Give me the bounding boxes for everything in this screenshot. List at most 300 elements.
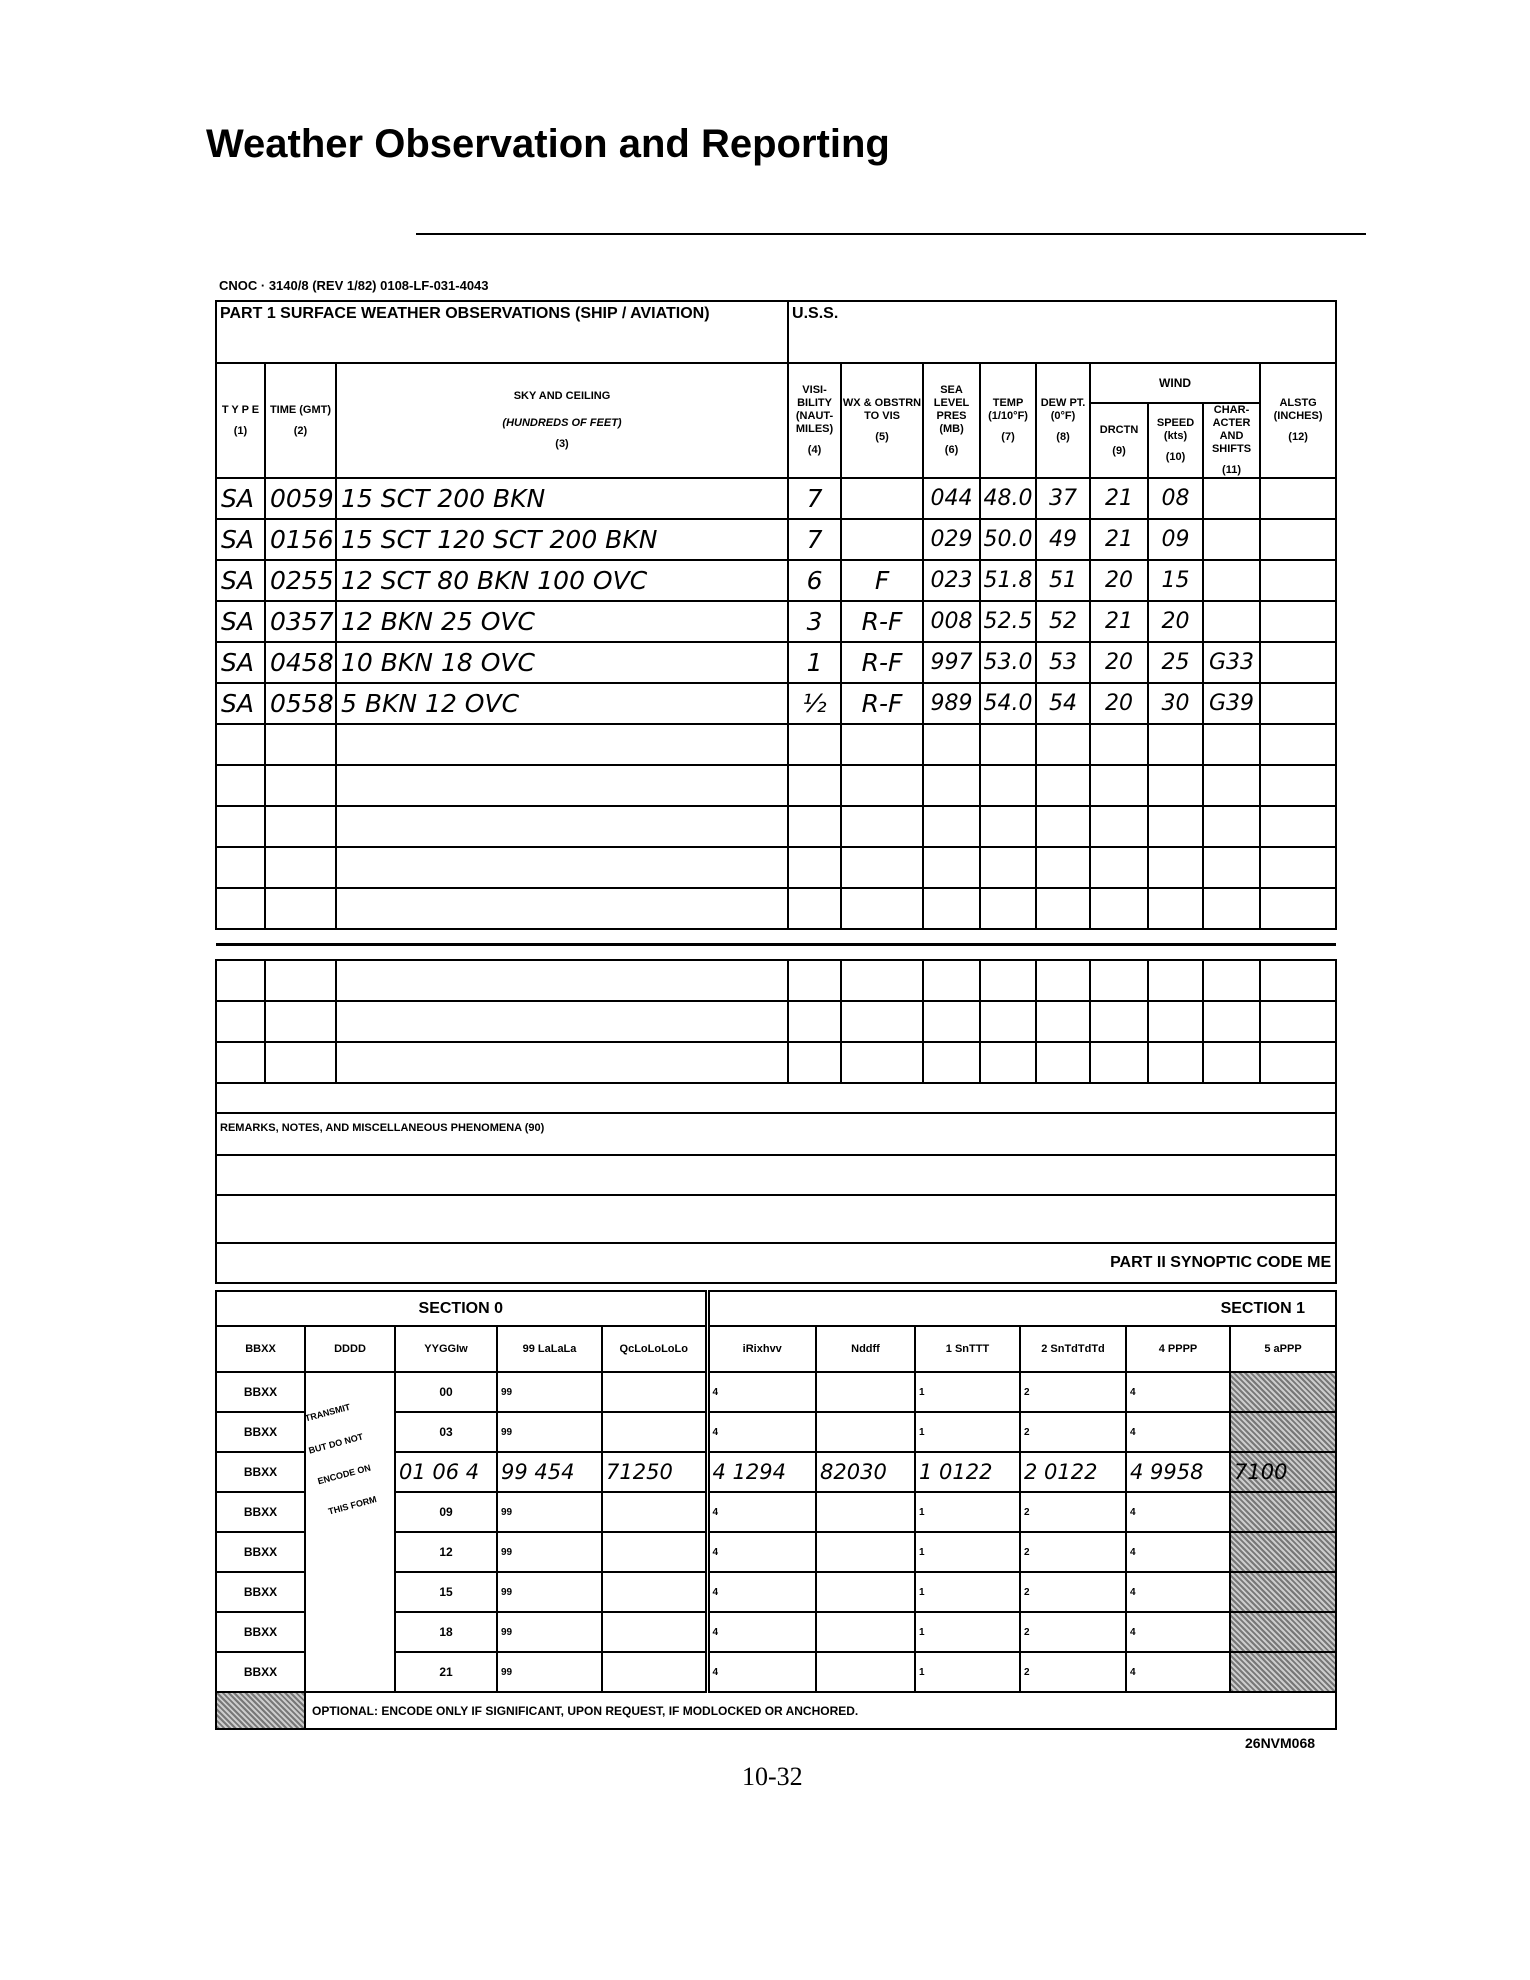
observation-cell[interactable] [1260, 683, 1336, 724]
observation-cell[interactable]: 989 [923, 683, 980, 724]
synoptic-cell[interactable]: 4 [707, 1492, 816, 1532]
synoptic-cell[interactable]: 12 [395, 1532, 497, 1572]
synoptic-cell[interactable]: 99 [497, 1612, 602, 1652]
empty-cell[interactable] [980, 1001, 1036, 1042]
empty-cell[interactable] [1260, 929, 1336, 960]
observation-cell[interactable]: 51 [1036, 560, 1090, 601]
observation-cell[interactable]: 008 [923, 601, 980, 642]
column-header-number: (9) [1112, 444, 1126, 457]
synoptic-cell[interactable] [602, 1652, 707, 1692]
observation-cell[interactable] [1260, 601, 1336, 642]
empty-cell[interactable] [1148, 960, 1203, 1001]
observation-cell[interactable]: R-F [841, 601, 923, 642]
observation-cell[interactable] [1260, 642, 1336, 683]
synoptic-cell[interactable] [816, 1572, 915, 1612]
empty-cell[interactable] [788, 888, 841, 929]
empty-cell[interactable] [841, 1001, 923, 1042]
observation-cell[interactable]: R-F [841, 683, 923, 724]
observation-cell[interactable] [841, 478, 923, 519]
observation-cell[interactable]: SA [216, 683, 265, 724]
synoptic-cell[interactable]: 4 [1126, 1612, 1230, 1652]
synoptic-cell[interactable]: 4 9958 [1126, 1452, 1230, 1492]
synoptic-cell[interactable]: 1 0122 [915, 1452, 1020, 1492]
synoptic-cell[interactable]: 4 1294 [707, 1452, 816, 1492]
column-header-number: (7) [1001, 431, 1015, 443]
empty-cell[interactable] [216, 1001, 265, 1042]
observation-cell[interactable]: 0059 [265, 478, 336, 519]
synoptic-cell[interactable]: 21 [395, 1652, 497, 1692]
empty-cell[interactable] [788, 960, 841, 1001]
synoptic-cell[interactable]: 99 [497, 1372, 602, 1412]
empty-cell[interactable] [841, 929, 923, 960]
empty-cell[interactable] [1090, 1001, 1148, 1042]
observation-row [216, 642, 1336, 683]
empty-cell[interactable] [336, 847, 788, 888]
empty-cell[interactable] [1260, 847, 1336, 888]
empty-observation-row [216, 847, 1336, 888]
synoptic-cell[interactable] [305, 1652, 395, 1692]
synoptic-cell[interactable]: 4 [707, 1572, 816, 1612]
synoptic-cell[interactable]: 4 [707, 1612, 816, 1652]
empty-cell[interactable] [841, 765, 923, 806]
synoptic-cell[interactable]: 2 [1020, 1572, 1126, 1612]
observation-cell[interactable]: 15 SCT 120 SCT 200 BKN [336, 519, 788, 560]
empty-cell[interactable] [788, 847, 841, 888]
observation-row [216, 519, 1336, 560]
observation-cell[interactable]: 08 [1148, 478, 1203, 519]
observation-cell[interactable]: 20 [1090, 683, 1148, 724]
synoptic-cell[interactable]: 4 [707, 1372, 816, 1412]
observation-cell[interactable]: 48.0 [980, 478, 1036, 519]
observation-cell[interactable]: SA [216, 519, 265, 560]
empty-cell[interactable] [1090, 765, 1148, 806]
empty-cell[interactable] [1203, 847, 1260, 888]
synoptic-cell[interactable]: 09 [395, 1492, 497, 1532]
observation-cell[interactable]: 09 [1148, 519, 1203, 560]
synoptic-cell[interactable]: 4 [707, 1652, 816, 1692]
synoptic-row [216, 1372, 1336, 1412]
empty-cell[interactable] [980, 1042, 1036, 1083]
column-header-sub: (HUNDREDS OF FEET) [502, 417, 622, 429]
observation-cell[interactable]: 52 [1036, 601, 1090, 642]
column-header-1 [216, 363, 265, 478]
synoptic-cell[interactable] [602, 1532, 707, 1572]
observation-cell[interactable] [1203, 601, 1260, 642]
observation-cell[interactable]: 12 SCT 80 BKN 100 OVC [336, 560, 788, 601]
synoptic-cell[interactable]: 99 454 [497, 1452, 602, 1492]
empty-cell[interactable] [265, 1042, 336, 1083]
empty-observation-row [216, 765, 1336, 806]
observation-cell[interactable]: SA [216, 560, 265, 601]
empty-cell[interactable] [1036, 765, 1090, 806]
column-header-label: SKY AND CEILING [513, 390, 611, 402]
empty-cell[interactable] [1036, 724, 1090, 765]
empty-cell[interactable] [923, 765, 980, 806]
empty-cell[interactable] [265, 765, 336, 806]
observation-cell[interactable]: 6 [788, 560, 841, 601]
empty-cell[interactable] [1148, 765, 1203, 806]
observation-cell[interactable]: 15 [1148, 560, 1203, 601]
column-header-label: WX & OBSTRN TO VIS [842, 397, 922, 422]
empty-cell[interactable] [841, 1042, 923, 1083]
synoptic-cell[interactable] [602, 1372, 707, 1412]
empty-cell[interactable] [788, 1001, 841, 1042]
observation-cell[interactable]: 21 [1090, 519, 1148, 560]
empty-cell[interactable] [1036, 960, 1090, 1001]
observation-cell[interactable]: 20 [1148, 601, 1203, 642]
observation-cell[interactable]: 5 BKN 12 OVC [336, 683, 788, 724]
page-title: Weather Observation and Reporting [206, 122, 890, 166]
synoptic-cell[interactable]: 99 [497, 1412, 602, 1452]
empty-cell[interactable] [336, 960, 788, 1001]
observation-cell[interactable]: 20 [1090, 642, 1148, 683]
empty-cell[interactable] [265, 724, 336, 765]
observation-cell[interactable]: 54.0 [980, 683, 1036, 724]
empty-cell[interactable] [1203, 929, 1260, 960]
empty-cell[interactable] [1203, 1042, 1260, 1083]
synoptic-cell[interactable]: 4 [1126, 1532, 1230, 1572]
observation-cell[interactable] [1203, 560, 1260, 601]
observation-cell[interactable] [1260, 478, 1336, 519]
observation-cell[interactable] [1260, 519, 1336, 560]
observation-cell[interactable]: 54 [1036, 683, 1090, 724]
observation-cell[interactable]: 53 [1036, 642, 1090, 683]
empty-cell[interactable] [1148, 1042, 1203, 1083]
observation-cell[interactable]: 49 [1036, 519, 1090, 560]
synoptic-cell[interactable] [816, 1532, 915, 1572]
empty-cell[interactable] [1090, 1042, 1148, 1083]
synoptic-cell[interactable] [816, 1612, 915, 1652]
empty-cell[interactable] [923, 806, 980, 847]
empty-cell[interactable] [980, 960, 1036, 1001]
empty-cell[interactable] [336, 806, 788, 847]
synoptic-header-0: BBXX [216, 1326, 305, 1372]
empty-cell[interactable] [923, 888, 980, 929]
observation-cell[interactable]: 3 [788, 601, 841, 642]
empty-cell[interactable] [841, 806, 923, 847]
observation-cell[interactable]: 7 [788, 519, 841, 560]
empty-cell[interactable] [788, 1042, 841, 1083]
synoptic-header-8: 2 SnTdTdTd [1020, 1326, 1126, 1372]
synoptic-cell[interactable]: 1 [915, 1412, 1020, 1452]
empty-cell[interactable] [1260, 806, 1336, 847]
empty-cell[interactable] [1260, 1001, 1336, 1042]
empty-cell[interactable] [1090, 929, 1148, 960]
synoptic-cell[interactable] [602, 1412, 707, 1452]
empty-cell[interactable] [980, 929, 1036, 960]
empty-cell[interactable] [1090, 806, 1148, 847]
synoptic-cell[interactable]: 18 [395, 1612, 497, 1652]
synoptic-cell[interactable] [602, 1572, 707, 1612]
observation-cell[interactable]: 023 [923, 560, 980, 601]
synoptic-cell[interactable]: 2 [1020, 1532, 1126, 1572]
uss-field[interactable]: U.S.S. [788, 301, 1336, 363]
empty-cell[interactable] [980, 724, 1036, 765]
empty-cell[interactable] [1203, 888, 1260, 929]
optional-note: OPTIONAL: ENCODE ONLY IF SIGNIFICANT, UPON REQUEST, IF MODLOCKED OR ANCHORED. [305, 1692, 1336, 1729]
empty-cell[interactable] [265, 929, 336, 960]
synoptic-cell[interactable]: 4 [1126, 1372, 1230, 1412]
observation-cell[interactable]: 50.0 [980, 519, 1036, 560]
column-header-label: TIME (GMT) [269, 403, 332, 416]
synoptic-cell[interactable] [1230, 1372, 1336, 1412]
part1-title: PART 1 SURFACE WEATHER OBSERVATIONS (SHIP / AVIATION) [216, 301, 788, 363]
synoptic-cell[interactable] [1230, 1612, 1336, 1652]
empty-cell[interactable] [265, 1001, 336, 1042]
observation-cell[interactable]: 51.8 [980, 560, 1036, 601]
synoptic-cell[interactable]: 2 [1020, 1372, 1126, 1412]
empty-cell[interactable] [265, 960, 336, 1001]
observation-row [216, 683, 1336, 724]
empty-cell[interactable] [923, 929, 980, 960]
empty-cell[interactable] [336, 1001, 788, 1042]
synoptic-cell[interactable]: 1 [915, 1612, 1020, 1652]
column-header-4 [788, 363, 841, 478]
do-not-encode-stamp: TRANSMIT BUT DO NOT ENCODE ON THIS FORM [303, 1401, 378, 1517]
empty-cell[interactable] [841, 724, 923, 765]
observation-cell[interactable]: 1 [788, 642, 841, 683]
empty-cell[interactable] [1260, 765, 1336, 806]
empty-cell[interactable] [1260, 888, 1336, 929]
empty-cell[interactable] [216, 888, 265, 929]
synoptic-cell[interactable]: 4 [707, 1532, 816, 1572]
synoptic-cell[interactable]: 4 [1126, 1572, 1230, 1612]
empty-cell[interactable] [841, 847, 923, 888]
empty-cell[interactable] [216, 765, 265, 806]
empty-cell[interactable] [788, 806, 841, 847]
observation-cell[interactable]: R-F [841, 642, 923, 683]
empty-cell[interactable] [841, 960, 923, 1001]
observation-cell[interactable]: 21 [1090, 601, 1148, 642]
synoptic-cell: BBXX [216, 1492, 305, 1532]
empty-cell[interactable] [336, 724, 788, 765]
synoptic-cell[interactable] [816, 1412, 915, 1452]
observation-cell[interactable]: 997 [923, 642, 980, 683]
synoptic-row [216, 1412, 1336, 1452]
empty-cell[interactable] [923, 724, 980, 765]
optional-shade-key [216, 1692, 305, 1729]
observation-cell[interactable]: 029 [923, 519, 980, 560]
empty-cell[interactable] [336, 1042, 788, 1083]
synoptic-cell[interactable] [1230, 1652, 1336, 1692]
synoptic-cell[interactable] [816, 1652, 915, 1692]
empty-cell[interactable] [265, 806, 336, 847]
observation-cell[interactable]: 25 [1148, 642, 1203, 683]
synoptic-cell[interactable]: 2 [1020, 1412, 1126, 1452]
synoptic-cell[interactable] [1230, 1412, 1336, 1452]
observation-cell[interactable]: 7 [788, 478, 841, 519]
observation-cell[interactable]: 52.5 [980, 601, 1036, 642]
empty-cell[interactable] [336, 888, 788, 929]
synoptic-cell[interactable]: 99 [497, 1492, 602, 1532]
form-id: CNOC · 3140/8 (REV 1/82) 0108-LF-031-4043 [219, 278, 489, 293]
empty-cell[interactable] [216, 929, 265, 960]
empty-cell[interactable] [923, 960, 980, 1001]
empty-cell[interactable] [1090, 724, 1148, 765]
column-header-5 [841, 363, 923, 478]
observation-cell[interactable]: ½ [788, 683, 841, 724]
observation-cell[interactable]: SA [216, 601, 265, 642]
synoptic-cell[interactable]: 4 [1126, 1412, 1230, 1452]
empty-cell[interactable] [1090, 960, 1148, 1001]
column-header-3 [336, 363, 788, 478]
observation-cell[interactable] [841, 519, 923, 560]
synoptic-cell[interactable] [602, 1612, 707, 1652]
observation-cell[interactable]: 0255 [265, 560, 336, 601]
empty-cell[interactable] [1260, 1042, 1336, 1083]
empty-cell[interactable] [980, 847, 1036, 888]
column-header-number: (3) [555, 438, 569, 450]
empty-cell[interactable] [1090, 847, 1148, 888]
synoptic-cell[interactable]: 99 [497, 1652, 602, 1692]
synoptic-cell[interactable]: 00 [395, 1372, 497, 1412]
synoptic-cell[interactable]: 2 [1020, 1612, 1126, 1652]
synoptic-cell[interactable]: 99 [497, 1572, 602, 1612]
synoptic-cell[interactable] [1230, 1532, 1336, 1572]
observation-cell[interactable]: 21 [1090, 478, 1148, 519]
column-header-12 [1260, 363, 1336, 478]
page-number: 10-32 [742, 1762, 803, 1791]
observation-cell[interactable]: 53.0 [980, 642, 1036, 683]
column-header-number: (4) [807, 444, 822, 456]
empty-cell[interactable] [788, 929, 841, 960]
observation-cell[interactable]: 0558 [265, 683, 336, 724]
empty-cell[interactable] [265, 888, 336, 929]
synoptic-cell[interactable]: 2 [1020, 1652, 1126, 1692]
empty-cell[interactable] [216, 960, 265, 1001]
empty-cell[interactable] [1036, 888, 1090, 929]
observation-cell[interactable]: F [841, 560, 923, 601]
synoptic-header-5: iRixhvv [707, 1326, 816, 1372]
empty-cell[interactable] [1036, 806, 1090, 847]
synoptic-cell[interactable]: 71250 [602, 1452, 707, 1492]
observation-cell[interactable]: 37 [1036, 478, 1090, 519]
empty-cell[interactable] [923, 847, 980, 888]
synoptic-cell[interactable]: 01 06 4 [395, 1452, 497, 1492]
observation-cell[interactable]: G39 [1203, 683, 1260, 724]
observation-cell[interactable]: 10 BKN 18 OVC [336, 642, 788, 683]
observation-cell[interactable]: 0357 [265, 601, 336, 642]
synoptic-cell[interactable] [816, 1372, 915, 1412]
synoptic-cell[interactable]: 1 [915, 1532, 1020, 1572]
column-header-label: TEMP (1/10°F) [988, 397, 1028, 422]
observation-cell[interactable]: 12 BKN 25 OVC [336, 601, 788, 642]
observation-cell[interactable]: G33 [1203, 642, 1260, 683]
synoptic-cell[interactable]: 1 [915, 1492, 1020, 1532]
empty-cell[interactable] [265, 847, 336, 888]
synoptic-cell[interactable]: 99 [497, 1532, 602, 1572]
synoptic-cell[interactable]: 15 [395, 1572, 497, 1612]
empty-cell[interactable] [1148, 929, 1203, 960]
synoptic-cell[interactable]: 82030 [816, 1452, 915, 1492]
empty-cell[interactable] [336, 929, 788, 960]
empty-observation-row [216, 929, 1336, 960]
empty-cell[interactable] [216, 1042, 265, 1083]
synoptic-cell[interactable]: 2 0122 [1020, 1452, 1126, 1492]
empty-cell[interactable] [1090, 888, 1148, 929]
empty-cell[interactable] [1148, 1001, 1203, 1042]
synoptic-cell[interactable] [816, 1492, 915, 1532]
synoptic-cell[interactable] [305, 1532, 395, 1572]
surface-observations-table [215, 300, 1337, 1284]
empty-cell[interactable] [336, 765, 788, 806]
empty-cell[interactable] [923, 1001, 980, 1042]
empty-cell[interactable] [1148, 806, 1203, 847]
synoptic-cell[interactable] [602, 1492, 707, 1532]
observation-cell[interactable]: SA [216, 478, 265, 519]
observation-cell[interactable]: 20 [1090, 560, 1148, 601]
empty-cell[interactable] [1036, 1042, 1090, 1083]
observation-cell[interactable] [1203, 519, 1260, 560]
empty-cell[interactable] [980, 765, 1036, 806]
column-header-6 [923, 363, 980, 478]
synoptic-cell[interactable] [1230, 1572, 1336, 1612]
empty-cell[interactable] [1203, 960, 1260, 1001]
synoptic-cell[interactable]: 1 [915, 1372, 1020, 1412]
empty-observation-row [216, 960, 1336, 1001]
empty-cell[interactable] [216, 724, 265, 765]
empty-cell[interactable] [1148, 724, 1203, 765]
empty-cell[interactable] [980, 806, 1036, 847]
synoptic-cell[interactable]: 4 [707, 1412, 816, 1452]
synoptic-cell[interactable] [305, 1572, 395, 1612]
empty-cell[interactable] [1203, 765, 1260, 806]
column-header-9 [1090, 403, 1148, 478]
synoptic-cell[interactable] [305, 1612, 395, 1652]
empty-cell[interactable] [1203, 806, 1260, 847]
synoptic-cell[interactable]: 4 [1126, 1492, 1230, 1532]
observation-cell[interactable]: 30 [1148, 683, 1203, 724]
empty-cell[interactable] [841, 888, 923, 929]
empty-cell[interactable] [980, 888, 1036, 929]
synoptic-cell[interactable]: 1 [915, 1652, 1020, 1692]
synoptic-cell[interactable]: 4 [1126, 1652, 1230, 1692]
empty-cell[interactable] [1260, 724, 1336, 765]
empty-cell[interactable] [216, 806, 265, 847]
empty-cell[interactable] [1036, 1001, 1090, 1042]
synoptic-cell[interactable]: 7100 [1230, 1452, 1336, 1492]
column-header-number: (1) [233, 424, 248, 437]
empty-cell[interactable] [1203, 724, 1260, 765]
empty-cell[interactable] [788, 765, 841, 806]
empty-cell[interactable] [1036, 847, 1090, 888]
empty-cell[interactable] [1036, 929, 1090, 960]
synoptic-cell[interactable] [1230, 1492, 1336, 1532]
empty-observation-row [216, 806, 1336, 847]
empty-cell[interactable] [216, 847, 265, 888]
observation-cell[interactable]: 15 SCT 200 BKN [336, 478, 788, 519]
observation-cell[interactable]: SA [216, 642, 265, 683]
empty-cell[interactable] [1148, 888, 1203, 929]
observation-cell[interactable]: 0458 [265, 642, 336, 683]
empty-cell[interactable] [923, 1042, 980, 1083]
observation-cell[interactable] [1260, 560, 1336, 601]
synoptic-cell: BBXX [216, 1612, 305, 1652]
empty-cell[interactable] [1203, 1001, 1260, 1042]
observation-cell[interactable]: 044 [923, 478, 980, 519]
synoptic-cell[interactable]: 03 [395, 1412, 497, 1452]
observation-cell[interactable]: 0156 [265, 519, 336, 560]
empty-cell[interactable] [788, 724, 841, 765]
empty-observation-row [216, 1001, 1336, 1042]
synoptic-cell[interactable]: 2 [1020, 1492, 1126, 1532]
empty-cell[interactable] [1260, 960, 1336, 1001]
observation-cell[interactable] [1203, 478, 1260, 519]
synoptic-cell[interactable]: 1 [915, 1572, 1020, 1612]
synoptic-cell: BBXX [216, 1572, 305, 1612]
synoptic-header-10: 5 aPPP [1230, 1326, 1336, 1372]
empty-cell[interactable] [1148, 847, 1203, 888]
